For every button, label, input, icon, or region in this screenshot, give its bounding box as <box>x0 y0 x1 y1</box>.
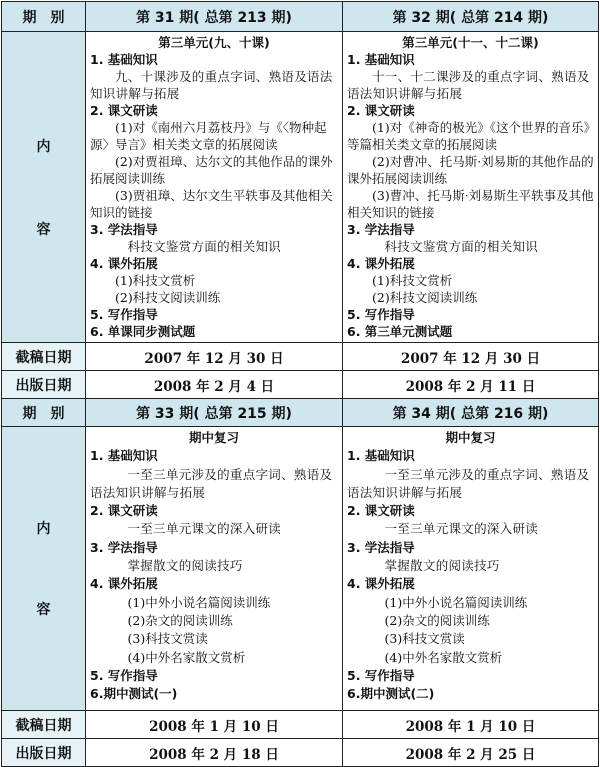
section-heading: 4. 课外拓展 <box>347 576 415 592</box>
content-title: 第三单元(十一、十二课) <box>402 35 539 50</box>
section-heading: 6. 单课同步测试题 <box>90 324 196 339</box>
issue-34-content <box>343 427 599 711</box>
section-heading: 2. 课文研读 <box>347 103 415 118</box>
issue-31-publish-date: 2008 年 2 月 4 日 <box>86 371 343 399</box>
section-heading: 1. 基础知识 <box>90 52 158 67</box>
section-heading: 2. 课文研读 <box>90 503 158 519</box>
section-text: 一至三单元涉及的重点字词、熟语及语法知识讲解与拓展 <box>90 466 333 500</box>
section-item: (2)杂文的阅读训练 <box>127 612 233 628</box>
section-text: 科技文鉴赏方面的相关知识 <box>127 239 282 254</box>
section-heading: 1. 基础知识 <box>90 448 158 464</box>
content-title: 期中复习 <box>445 430 496 445</box>
content-label <box>2 32 86 343</box>
section-text: 一至三单元涉及的重点字词、熟语及语法知识讲解与拓展 <box>347 466 590 500</box>
section-item: (1)对《南州六月荔枝丹》与《〈物种起源〉导言》相关类文章的拓展阅读 <box>90 120 327 152</box>
section-heading: 4. 课外拓展 <box>90 256 158 271</box>
section-text: 一至三单元课文的深入研读 <box>127 521 282 537</box>
period-label: 期 别 <box>2 399 86 427</box>
section-heading: 6.期中测试(二) <box>347 686 435 702</box>
content-label-char-2: 容 <box>36 221 51 238</box>
issue-34-header: 第 34 期( 总第 216 期) <box>343 399 599 427</box>
issue-33-content <box>86 427 343 711</box>
content-row-b <box>2 427 599 711</box>
section-item: (3)科技文赏读 <box>127 631 208 647</box>
section-item: (2)杂文的阅读训练 <box>384 612 490 628</box>
issue-33-submit-date: 2008 年 1 月 10 日 <box>86 711 343 739</box>
publish-date-label: 出版日期 <box>2 371 86 399</box>
section-text: 一至三单元课文的深入研读 <box>384 521 539 537</box>
issue-32-submit-date: 2007 年 12 月 30 日 <box>343 343 599 371</box>
issue-31-content <box>86 32 343 343</box>
submit-date-label: 截稿日期 <box>2 343 86 371</box>
section-text: 十一、十二课涉及的重点字词、熟语及语法知识讲解与拓展 <box>347 69 590 101</box>
section-item: (3)科技文赏读 <box>384 631 465 647</box>
issue-34-publish-date: 2008 年 2 月 25 日 <box>343 739 599 767</box>
section-heading: 3. 学法指导 <box>347 222 415 237</box>
content-title: 第三单元(九、十课) <box>158 35 270 50</box>
section-item: (3)贾祖璋、达尔文生平轶事及其他相关知识的链接 <box>90 188 333 220</box>
section-heading: 3. 学法指导 <box>347 539 415 555</box>
section-text: 掌握散文的阅读技巧 <box>127 558 243 574</box>
section-text: 九、十课涉及的重点字词、熟语及语法知识讲解与拓展 <box>90 69 333 101</box>
section-item: (4)中外名家散文赏析 <box>384 649 503 665</box>
section-item: (1)中外小说名篇阅读训练 <box>384 594 528 610</box>
issue-31-header: 第 31 期( 总第 213 期) <box>86 2 343 32</box>
content-row-a <box>2 32 599 343</box>
section-item: (2)科技文阅读训练 <box>115 290 221 305</box>
content-title: 期中复习 <box>188 430 239 445</box>
content-label-char-1: 内 <box>36 138 51 155</box>
section-text: 掌握散文的阅读技巧 <box>384 558 500 574</box>
issue-32-content <box>343 32 599 343</box>
issue-31-submit-date: 2007 年 12 月 30 日 <box>86 343 343 371</box>
content-label-char-1: 内 <box>36 520 51 537</box>
issue-33-header: 第 33 期( 总第 215 期) <box>86 399 343 427</box>
period-row-b <box>2 399 599 427</box>
section-item: (1)中外小说名篇阅读训练 <box>127 594 271 610</box>
section-heading: 4. 课外拓展 <box>90 576 158 592</box>
section-heading: 2. 课文研读 <box>347 503 415 519</box>
section-heading: 5. 写作指导 <box>347 307 415 322</box>
schedule-table <box>1 1 599 767</box>
section-heading: 5. 写作指导 <box>90 667 158 683</box>
content-label <box>2 427 86 711</box>
issue-34-submit-date: 2008 年 1 月 10 日 <box>343 711 599 739</box>
section-heading: 3. 学法指导 <box>90 222 158 237</box>
publish-row-a <box>2 371 599 399</box>
section-item: (1)科技文赏析 <box>115 273 196 288</box>
content-label-char-2: 容 <box>36 602 51 619</box>
section-heading: 1. 基础知识 <box>347 52 415 67</box>
publish-date-label: 出版日期 <box>2 739 86 767</box>
section-heading: 3. 学法指导 <box>90 539 158 555</box>
section-text: 科技文鉴赏方面的相关知识 <box>384 239 539 254</box>
issue-32-header: 第 32 期( 总第 214 期) <box>343 2 599 32</box>
section-item: (1)科技文赏析 <box>372 273 453 288</box>
section-heading: 6.期中测试(一) <box>90 686 178 702</box>
submit-row-b <box>2 711 599 739</box>
section-heading: 5. 写作指导 <box>90 307 158 322</box>
section-heading: 5. 写作指导 <box>347 667 415 683</box>
period-row-a <box>2 2 599 32</box>
section-item: (2)对贾祖璋、达尔文的其他作品的课外拓展阅读训练 <box>90 154 333 186</box>
section-item: (1)对《神奇的极光》《这个世界的音乐》等篇相关类文章的拓展阅读 <box>347 120 590 152</box>
section-heading: 6. 第三单元测试题 <box>347 324 453 339</box>
section-heading: 4. 课外拓展 <box>347 256 415 271</box>
section-item: (4)中外名家散文赏析 <box>127 649 246 665</box>
section-heading: 1. 基础知识 <box>347 448 415 464</box>
section-item: (2)科技文阅读训练 <box>372 290 478 305</box>
issue-32-publish-date: 2008 年 2 月 11 日 <box>343 371 599 399</box>
section-item: (2)对曹冲、托马斯·刘易斯的其他作品的课外拓展阅读训练 <box>347 154 594 186</box>
section-item: (3)曹冲、托马斯·刘易斯生平轶事及其他相关知识的链接 <box>347 188 594 220</box>
issue-33-publish-date: 2008 年 2 月 18 日 <box>86 739 343 767</box>
period-label: 期 别 <box>2 2 86 32</box>
submit-date-label: 截稿日期 <box>2 711 86 739</box>
section-heading: 2. 课文研读 <box>90 103 158 118</box>
submit-row-a <box>2 343 599 371</box>
